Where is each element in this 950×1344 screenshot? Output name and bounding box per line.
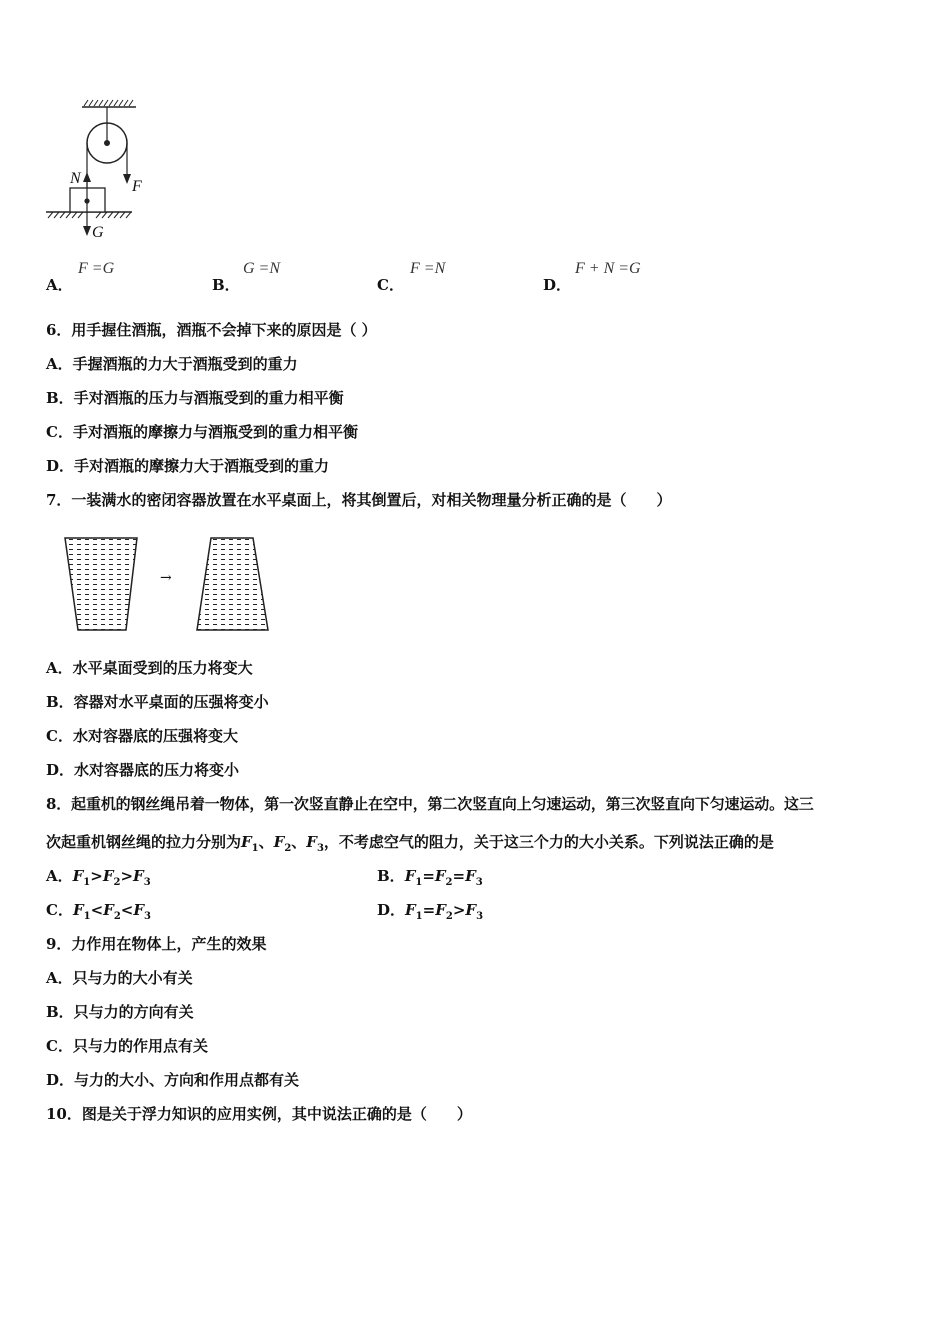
q7-option-d[interactable]: D．水对容器底的压力将变小 [46, 761, 240, 779]
q8-stem-line2-a: 次起重机钢丝绳的拉力分别为 [46, 833, 242, 851]
q10-stem: 10．图是关于浮力知识的应用实例，其中说法正确的是（ ） [46, 1105, 472, 1123]
q9-option-c[interactable]: C．只与力的作用点有关 [46, 1037, 208, 1055]
q5-option-a-letter[interactable]: A． [46, 276, 73, 294]
q5-option-d-expr: F + N =G [575, 260, 641, 277]
q8-option-b[interactable]: B．$F_1=F_2=F_3$ [377, 867, 483, 888]
container-arrow: → [160, 570, 172, 586]
q8-option-c[interactable]: C．$F_1<F_2<F_3$ [46, 901, 151, 922]
q8-option-a[interactable]: A．$F_1>F_2>F_3$ [46, 867, 151, 888]
q5-option-d-letter[interactable]: D． [543, 276, 572, 294]
q6-option-c[interactable]: C．手对酒瓶的摩擦力与酒瓶受到的重力相平衡 [46, 423, 358, 441]
q5-option-b-letter[interactable]: B． [212, 276, 240, 294]
q9-stem: 9．力作用在物体上，产生的效果 [46, 935, 267, 953]
q6-option-a[interactable]: A．手握酒瓶的力大于酒瓶受到的重力 [46, 355, 298, 373]
q9-option-d[interactable]: D．与力的大小、方向和作用点都有关 [46, 1071, 300, 1089]
q7-stem: 7．一装满水的密闭容器放置在水平桌面上，将其倒置后，对相关物理量分析正确的是（ ） [46, 491, 672, 509]
label-g: G [92, 224, 104, 241]
q8-forces: $F_1$、$F_2$、$F_3$ [241, 833, 324, 854]
q8-stem-line2 [46, 832, 774, 859]
q6-option-b[interactable]: B．手对酒瓶的压力与酒瓶受到的重力相平衡 [46, 389, 344, 407]
q5-option-c-letter[interactable]: C． [377, 276, 404, 294]
label-n: N [70, 170, 81, 187]
label-f: F [132, 178, 142, 195]
q5-option-a-expr: F =G [78, 260, 115, 277]
q7-option-c[interactable]: C．水对容器底的压强将变大 [46, 727, 238, 745]
q7-option-b[interactable]: B．容器对水平桌面的压强将变小 [46, 693, 269, 711]
q6-option-d[interactable]: D．手对酒瓶的摩擦力大于酒瓶受到的重力 [46, 457, 330, 475]
q8-stem-line2-b: ，不考虑空气的阻力，关于这三个力的大小关系。下列说法正确的是 [323, 833, 774, 851]
q7-option-a[interactable]: A．水平桌面受到的压力将变大 [46, 659, 253, 677]
q9-option-a[interactable]: A．只与力的大小有关 [46, 969, 193, 987]
q9-option-b[interactable]: B．只与力的方向有关 [46, 1003, 194, 1021]
q5-option-c-expr: F =N [410, 260, 446, 277]
q5-option-b-expr: G =N [243, 260, 281, 277]
q6-stem: 6．用手握住酒瓶，酒瓶不会掉下来的原因是（ ） [46, 321, 377, 339]
q8-stem-line1: 8．起重机的钢丝绳吊着一物体，第一次竖直静止在空中，第二次竖直向上匀速运动，第三次竖直向下匀速运动。这三 [46, 795, 814, 813]
q8-option-d[interactable]: D．$F_1=F_2>F_3$ [377, 901, 484, 922]
